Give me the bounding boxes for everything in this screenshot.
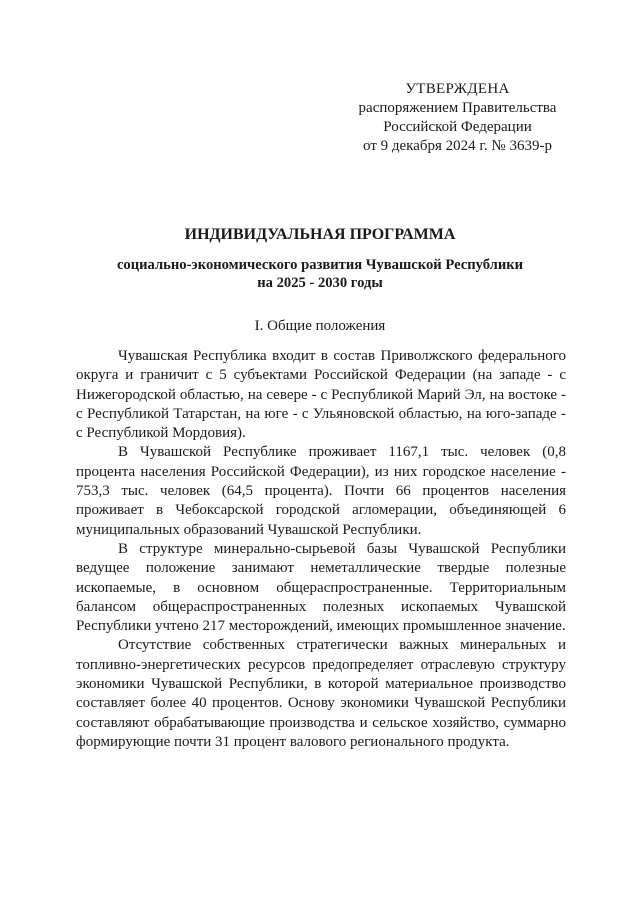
section-heading: I. Общие положения: [254, 318, 386, 334]
document-subtitle-line-1: социально-экономического развития Чувашской Республики: [116, 257, 524, 273]
paragraph-geography: Чувашская Республика входит в состав Приволжского федерального округа и граничит с 5 субъектами Российской Федерации (на западе - с Нижегородской областью, на севере - с Республикой Марий Эл, на востоке - с Республикой Татарстан, на юге - с Ульяновской областью, на юго-западе - с Республикой Мордовия).: [76, 348, 566, 442]
approval-stamp: [330, 80, 585, 156]
approval-word: УТВЕРЖДЕНА: [405, 81, 510, 97]
document-title-block: [70, 225, 570, 292]
document-title: ИНДИВИДУАЛЬНАЯ ПРОГРАММА: [184, 226, 456, 243]
approval-line-authority: Российской Федерации: [383, 119, 532, 135]
paragraph-minerals: В структуре минерально-сырьевой базы Чувашской Республики ведущее положение занимают неметаллические твердые полезные ископаемые, в основном общераспространенные. Территориальным балансом общераспространенных полезных ископаемых Чувашской Республики учтено 217 месторождений, имеющих промышленное значение.: [76, 540, 566, 635]
document-body: [76, 347, 566, 752]
paragraph-population: В Чувашской Республике проживает 1167,1 тыс. человек (0,8 процента населения Российской Федерации), из них городское население - 753,3 тыс. человек (64,5 процента). Почти 66 процентов населения проживает в Чебоксарской городской агломерации, объединяющей 6 муниципальных образований Чувашской Республики.: [76, 444, 566, 538]
document-subtitle-line-2: на 2025 - 2030 годы: [257, 275, 383, 291]
approval-line-date-number: от 9 декабря 2024 г. № 3639-р: [363, 138, 552, 154]
paragraph-economy: Отсутствие собственных стратегически важных минеральных и топливно-энергетических ресурсов предопределяет отраслевую структуру экономики Чувашской Республики, в которой материальное производство составляет более 40 процентов. Основу экономики Чувашской Республики составляют обрабатывающие производства и сельское хозяйство, суммарно формирующие почти 31 процент валового регионального продукта.: [76, 637, 566, 750]
approval-line-decree: распоряжением Правительства: [358, 100, 557, 116]
